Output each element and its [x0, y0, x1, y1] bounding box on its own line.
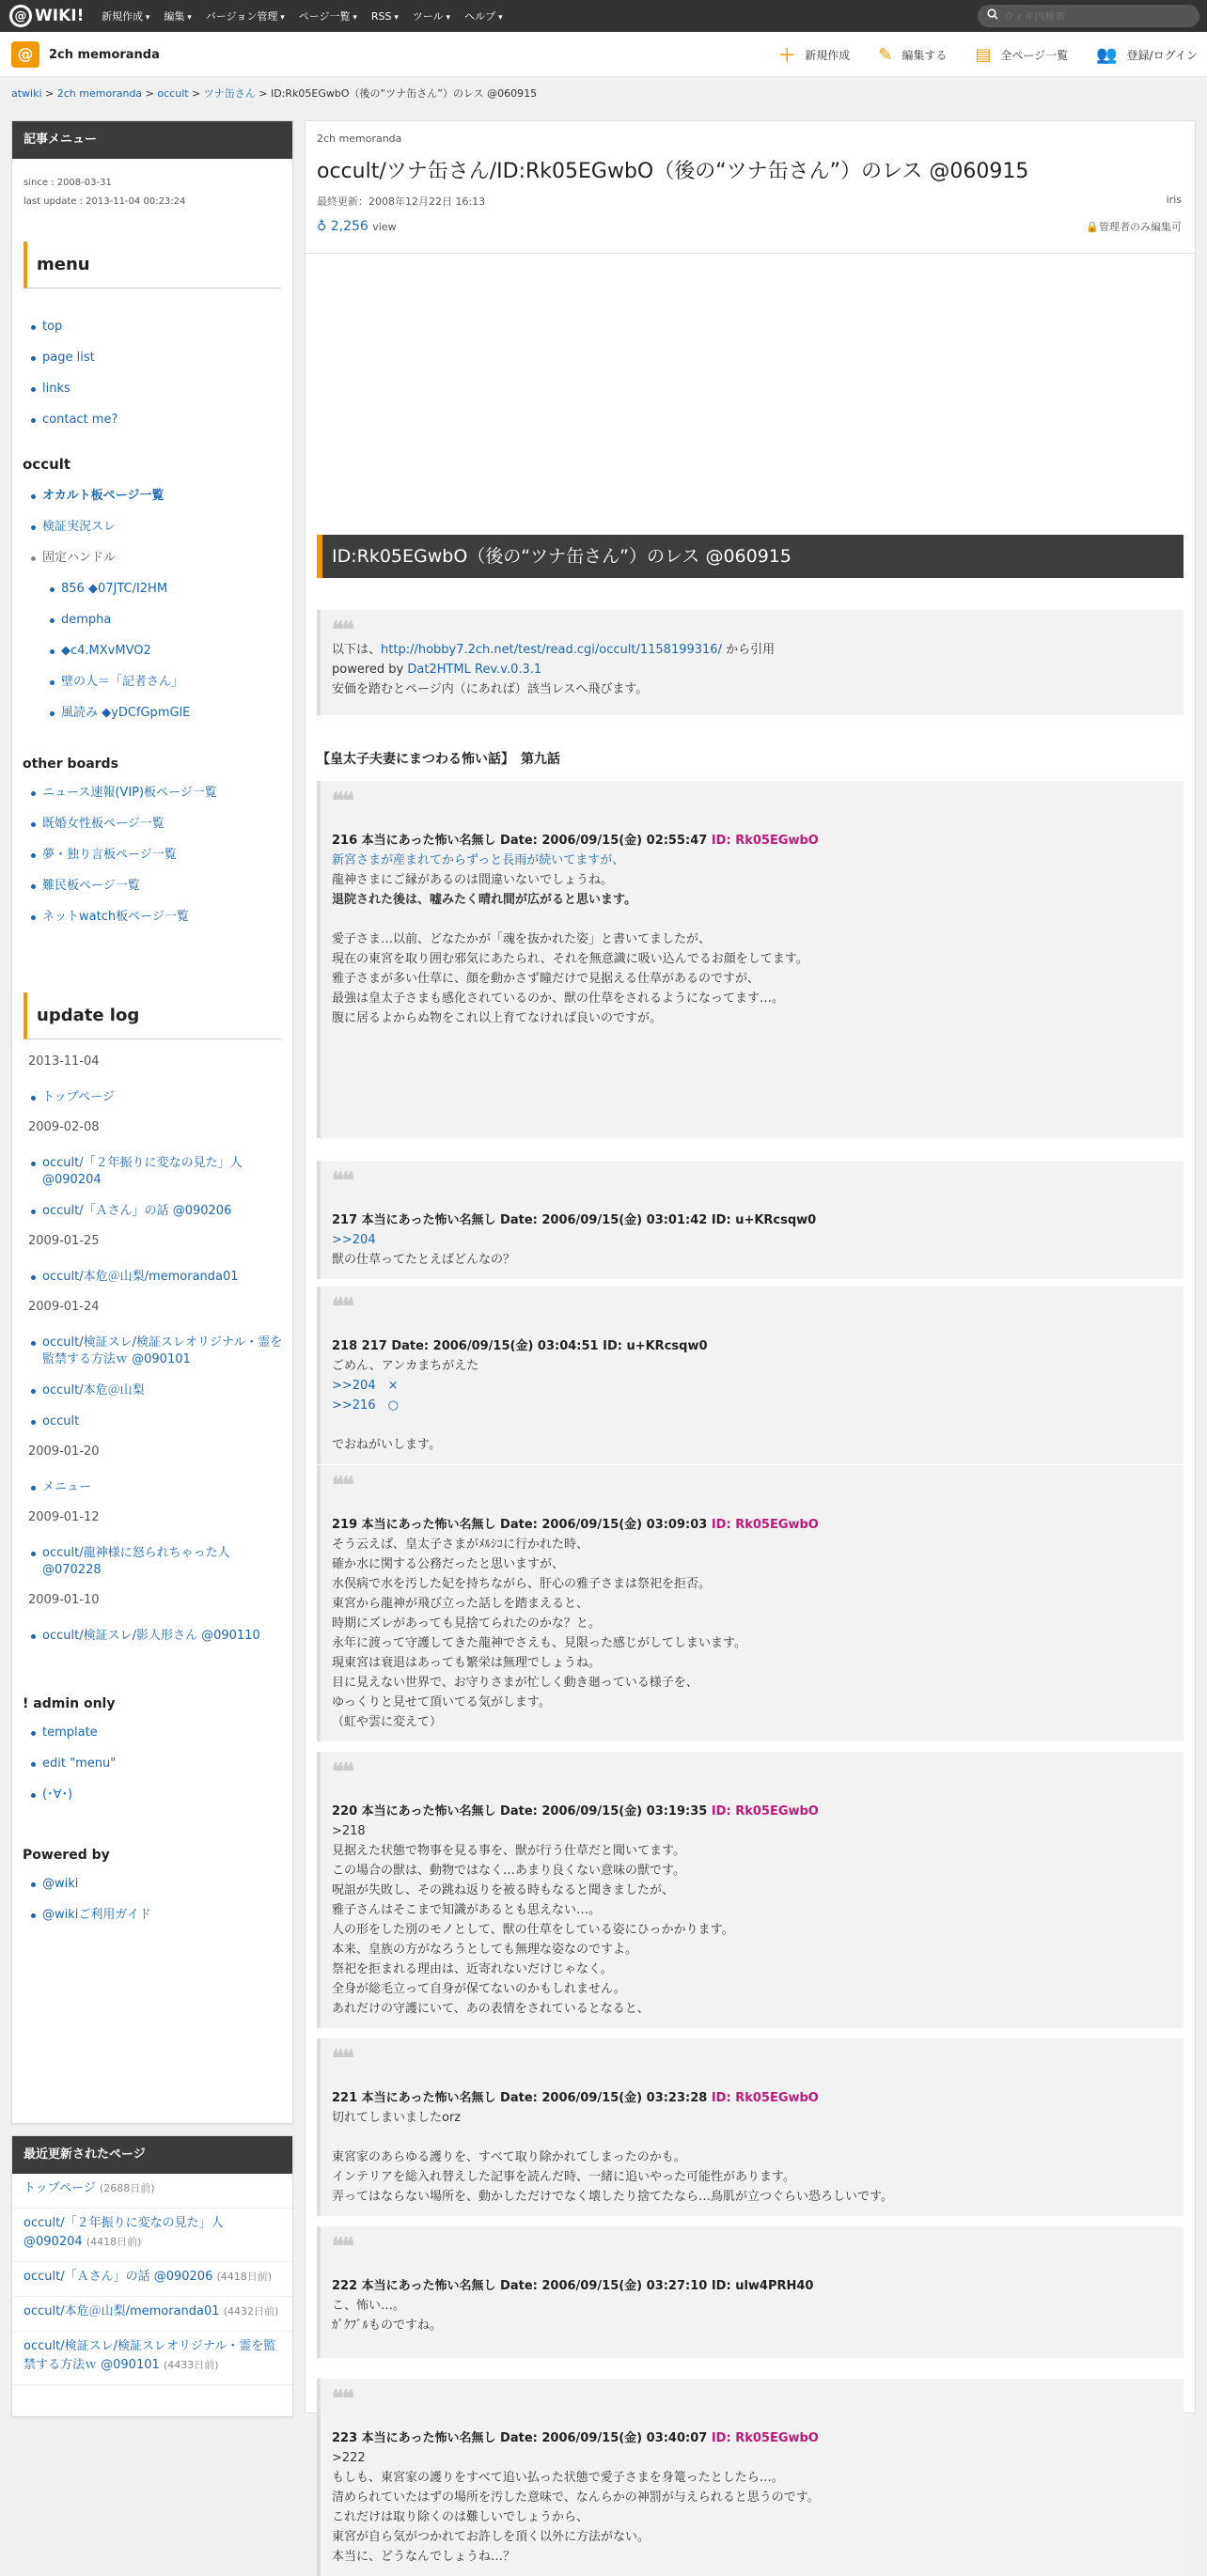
post-line: 永年に渡って守護してきた龍神でさえも、見限った感じがしてしまいます。 — [332, 1636, 746, 1650]
recent-link[interactable]: トップページ — [24, 2181, 96, 2195]
blank-line — [332, 1415, 1174, 1435]
log-link[interactable]: occult/本危＠山梨 — [42, 1383, 145, 1397]
admin-edit-menu-link[interactable]: edit "menu" — [42, 1756, 117, 1771]
log-list — [12, 1269, 292, 1286]
recent-ago: (2688日前) — [99, 2182, 155, 2194]
other-board-link[interactable]: 難民板ページ一覧 — [42, 879, 140, 893]
site-name: 2ch memoranda — [49, 47, 160, 62]
powered-item[interactable] — [31, 1876, 292, 1893]
log-list — [12, 1155, 292, 1220]
recent-item[interactable] — [12, 2262, 292, 2297]
log-item[interactable] — [31, 1382, 292, 1399]
log-item[interactable] — [31, 1269, 292, 1286]
log-link[interactable]: occult/検証スレ/検証スレオリジナル・霊を監禁する方法ｗ @090101 — [42, 1335, 283, 1366]
occult-boardlist-link[interactable]: オカルト板ページ一覧 — [42, 489, 165, 503]
menu-item-top[interactable] — [31, 319, 292, 336]
post-meta: 218 217 Date: 2006/09/15(金) 03:04:51 ID: u+KRcsqw0 — [332, 1339, 708, 1353]
log-list — [12, 1089, 292, 1106]
atwiki-link[interactable]: @wiki — [42, 1877, 79, 1891]
intro-text: から引用 — [721, 643, 776, 657]
post — [317, 1465, 1183, 1741]
post-line: ごめん、アンカまちがえた — [332, 1359, 479, 1373]
log-list — [12, 1628, 292, 1645]
handle-link[interactable]: ◆c4.MXvMVO2 — [61, 644, 151, 658]
post-line: >222 — [332, 2451, 366, 2465]
menu-item-top-link[interactable]: top — [42, 320, 63, 334]
log-item[interactable] — [31, 1545, 292, 1579]
post-line: 退院された後は、嘘みたく晴れ間が広がると思います。 — [332, 893, 636, 907]
powered-heading: Powered by — [23, 1848, 110, 1863]
post-line: 最強は皇太子さまも感化されているのか、獣の仕草をされるようになってます…。 — [332, 991, 785, 1006]
menu-list — [12, 319, 292, 429]
recent-ago: (4432日前) — [223, 2305, 279, 2318]
recent-link[interactable]: occult/「２年振りに変なの見た」人 @090204 — [24, 2216, 224, 2249]
post-line: ｶﾞｸﾌﾞﾙものですね。 — [332, 2318, 443, 2333]
post-line: 切れてしまいましたorz — [332, 2111, 462, 2125]
quote-icon: ❝❝ — [332, 787, 353, 814]
post-line: 清められていたはずの場所を汚した意味で、なんらかの神罰が与えられると思うのです。 — [332, 2490, 820, 2505]
handle-link[interactable]: 風読み ◆yDCfGpmGlE — [61, 706, 191, 720]
menu-new[interactable]: 新規作成 ▾ — [102, 8, 149, 23]
post-line: 現在の東宮を取り囲む邪気にあたられ、それを無意識に吸い込んでるお顔をしてます。 — [332, 952, 808, 966]
author-link[interactable]: iris — [1166, 194, 1182, 206]
recent-item[interactable] — [12, 2209, 292, 2262]
post-meta: 221 本当にあった怖い名無し Date: 2006/09/15(金) 03:23:28 — [332, 2091, 712, 2105]
post-line: >218 — [332, 1824, 366, 1838]
edit-permission — [1086, 219, 1182, 234]
menu-item-pagelist[interactable] — [31, 350, 292, 367]
intro-line-3: 安価を踏むとページ内（にあれば）該当レスへ飛びます。 — [332, 682, 649, 696]
powered-item[interactable] — [31, 1907, 292, 1924]
recent-ago: (4433日前) — [163, 2359, 219, 2371]
anchor-link[interactable]: >>216 ○ — [332, 1398, 399, 1413]
log-date: 2009-01-10 — [28, 1593, 100, 1607]
log-link[interactable]: トップページ — [42, 1090, 115, 1104]
post-header — [332, 831, 1174, 851]
post-header — [332, 2276, 1174, 2296]
post-line: 祭祀を拒まれる理由は、近寄れないだけじゃなく。 — [332, 1962, 613, 1976]
site-title[interactable] — [11, 41, 160, 68]
dat2html-link[interactable]: Dat2HTML Rev.v.0.3.1 — [407, 663, 542, 677]
other-board-item[interactable] — [31, 847, 292, 864]
log-date: 2009-01-25 — [28, 1234, 100, 1248]
handle-item[interactable] — [50, 612, 292, 629]
view-unit: view — [372, 221, 397, 233]
new-page-button[interactable] — [778, 42, 850, 67]
top-navigation-bar — [0, 0, 1207, 32]
pencil-icon: ✎ — [878, 44, 893, 65]
other-board-item[interactable] — [31, 878, 292, 895]
section-heading: ID:Rk05EGwbO（後の“ツナ缶さん”）のレス @060915 — [317, 535, 1183, 578]
recent-pages-box — [11, 2135, 293, 2417]
divider — [306, 253, 1195, 254]
log-link[interactable]: メニュー — [42, 1480, 92, 1494]
admin-item[interactable] — [31, 1725, 292, 1741]
article-menu-title: 記事メニュー — [12, 121, 292, 159]
log-link[interactable]: occult/「Ａさん」の話 @090206 — [42, 1204, 232, 1218]
occult-kensho-link[interactable]: 検証実況スレ — [42, 520, 117, 534]
intro-text: 以下は、 — [332, 643, 382, 657]
login-label: 登録/ログイン — [1126, 48, 1198, 62]
post — [317, 781, 1183, 1138]
log-item[interactable] — [31, 1089, 292, 1106]
intro-text: powered by — [332, 663, 408, 677]
post-line: もしも、東宮家の護りをすべて追い払った状態で愛子さまを身篭ったとしたら…。 — [332, 2471, 784, 2485]
menu-item-links[interactable] — [31, 381, 292, 398]
menu-pagelist[interactable]: ページ一覧 ▾ — [299, 8, 357, 23]
source-thread-link[interactable]: http://hobby7.2ch.net/test/read.cgi/occult/1158199316/ — [381, 643, 722, 657]
log-link[interactable]: occult/検証スレ/影人形さん @090110 — [42, 1629, 260, 1643]
view-icon: ♁ — [317, 219, 327, 234]
atwiki-guide-link[interactable]: @wikiご利用ガイド — [42, 1908, 151, 1922]
log-link[interactable]: occult — [42, 1414, 80, 1429]
other-boards-heading: other boards — [23, 757, 118, 772]
log-link[interactable]: occult/「２年振りに変なの見た」人 @090204 — [42, 1156, 243, 1187]
view-count — [317, 219, 397, 234]
site-header — [0, 32, 1207, 77]
recent-item[interactable] — [12, 2332, 292, 2385]
menu-item-pagelist-link[interactable]: page list — [42, 351, 95, 365]
quote-icon: ❝❝ — [332, 2384, 353, 2412]
update-log — [12, 1054, 292, 1645]
recent-link[interactable]: occult/検証スレ/検証スレオリジナル・霊を監禁する方法ｗ @090101 — [24, 2339, 276, 2372]
post-line: これだけは取り除くのは難しいでしょうから、 — [332, 2510, 589, 2524]
post-meta: 219 本当にあった怖い名無し Date: 2006/09/15(金) 03:09:03 — [332, 1518, 712, 1532]
log-date: 2009-02-08 — [28, 1120, 100, 1134]
document-icon: ▤ — [975, 44, 992, 65]
post-line: あれだけの守護にいて、あの表情をされているとなると、 — [332, 2002, 650, 2016]
intro-line-2 — [332, 660, 1174, 679]
log-item[interactable] — [31, 1335, 292, 1368]
admin-face-link[interactable]: (･∀･) — [42, 1788, 73, 1802]
breadcrumb-atwiki[interactable]: atwiki — [11, 87, 42, 100]
atwiki-logo[interactable] — [9, 5, 84, 27]
occult-item-kensho[interactable] — [31, 519, 292, 536]
site-icon: @ — [11, 41, 39, 68]
recent-pages-title: 最近更新されたページ — [12, 2136, 292, 2174]
intro-line-1 — [332, 640, 1174, 660]
new-page-label: 新規作成 — [805, 48, 851, 62]
other-board-item[interactable] — [31, 816, 292, 833]
handle-link[interactable]: dempha — [61, 613, 112, 627]
quote-icon: ❝❝ — [332, 1471, 353, 1498]
recent-item[interactable] — [12, 2297, 292, 2332]
post-line: 水俣病で水を汚した妃を持ちながら、肝心の雅子さまは祭祀を拒否。 — [332, 1577, 712, 1591]
wiki-search — [978, 5, 1199, 27]
handle-link[interactable]: 壁の人＝「記者さん」 — [61, 675, 184, 689]
log-list — [12, 1335, 292, 1430]
post-line: 目に見えない世界で、お守りさまが忙しく動き廻っている様子を、 — [332, 1676, 698, 1690]
sidebar — [11, 120, 293, 2413]
post — [317, 2226, 1183, 2358]
post-line: 呪詛が失敗し、その跳ね返りを被る時もなると聞きましたが、 — [332, 1883, 675, 1897]
poster-id[interactable]: ID: Rk05EGwbO — [711, 2091, 819, 2105]
other-board-item[interactable] — [31, 785, 292, 802]
post-meta: 217 本当にあった怖い名無し Date: 2006/09/15(金) 03:01:42 ID: u+KRcsqw0 — [332, 1213, 817, 1227]
log-date: 2009-01-12 — [28, 1510, 100, 1524]
post-line: 全身が総毛立って自身が保てないのかもしれません。 — [332, 1982, 626, 1996]
log-list — [12, 1545, 292, 1579]
edit-button[interactable] — [878, 45, 947, 65]
post-line: こ、怖い…。 — [332, 2299, 406, 2313]
post-header — [332, 1336, 1174, 1356]
quote-icon: ❝❝ — [332, 1757, 353, 1785]
powered-list — [12, 1876, 292, 1924]
handle-link[interactable]: 856 ◆07JTC/I2HM — [61, 582, 168, 596]
blank-line — [332, 910, 1174, 929]
story-title: 【皇太子夫妻にまつわる怖い話】 第九話 — [317, 752, 560, 767]
poster-id[interactable]: ID: Rk05EGwbO — [711, 2431, 819, 2445]
quote-icon: ❝❝ — [332, 2232, 353, 2259]
menu-tools[interactable]: ツール ▾ — [413, 8, 450, 23]
quote-icon: ❝❝ — [332, 1292, 353, 1319]
post-line: 獣の仕草ってたとえばどんなの？ — [332, 1253, 516, 1267]
post-line: 見据えた状態で物事を見る事を、獣が行う仕草だと聞いてます。 — [332, 1844, 685, 1858]
anchor-link[interactable]: >>204 × — [332, 1379, 399, 1393]
post — [317, 1752, 1183, 2028]
post-line: 雅子さんはそこまで知識があるとも思えない…。 — [332, 1903, 602, 1917]
post — [317, 1161, 1183, 1279]
intro-quote — [317, 610, 1183, 715]
menu-help[interactable]: ヘルプ ▾ — [464, 8, 502, 23]
quote-icon: ❝❝ — [332, 1166, 353, 1194]
post — [317, 1287, 1183, 1464]
recent-link[interactable]: occult/「Ａさん」の話 @090206 — [24, 2270, 213, 2284]
other-board-link[interactable]: ニュース速報(VIP)板ページ一覧 — [42, 786, 217, 800]
search-input[interactable] — [1004, 10, 1183, 23]
breadcrumb-site[interactable]: 2ch memoranda — [56, 87, 143, 100]
post-line: （虹や雲に変えて） — [332, 1715, 443, 1729]
handle-item[interactable] — [50, 581, 292, 598]
anchor-link[interactable]: 新宮さまが産まれてからずっと長雨が続いてますが、 — [332, 853, 625, 867]
post-header — [332, 2428, 1174, 2448]
view-count-value: 2,256 — [330, 219, 368, 234]
breadcrumb-current: ID:Rk05EGwbO（後の“ツナ缶さん”）のレス @060915 — [271, 87, 538, 100]
fixed-handle-item: 固定ハンドル — [31, 550, 292, 567]
log-date: 2013-11-04 — [28, 1054, 100, 1069]
post — [317, 2038, 1183, 2216]
logo-text: WIKI! — [35, 7, 85, 25]
other-board-link[interactable]: ネットwatch板ページ一覧 — [42, 910, 189, 924]
post-meta: 222 本当にあった怖い名無し Date: 2006/09/15(金) 03:27:10 ID: ulw4PRH40 — [332, 2279, 814, 2293]
menu-item-links-link[interactable]: links — [42, 382, 71, 396]
menu-heading: menu — [24, 242, 281, 289]
post-line: ゆっくりと見せて頂いてる気がします。 — [332, 1695, 551, 1710]
update-log-heading: update log — [24, 992, 281, 1039]
menu-item-contact-link[interactable]: contact me? — [42, 413, 118, 427]
log-list — [12, 1479, 292, 1496]
post-line: 東宮家のあらゆる護りを、すべて取り除かれてしまったのかも。 — [332, 2150, 686, 2164]
handle-item[interactable] — [50, 643, 292, 660]
log-date: 2009-01-24 — [28, 1300, 100, 1314]
post-meta: 216 本当にあった怖い名無し Date: 2006/09/15(金) 02:55:47 — [332, 834, 712, 848]
post-line: この場合の獣は、動物ではなく…あまり良くない意味の獣です。 — [332, 1864, 685, 1878]
post-line: 愛子さま…以前、どなたかが「魂を抜かれた姿」と書いてましたが、 — [332, 932, 712, 946]
quote-icon: ❝❝ — [332, 616, 353, 643]
admin-heading: ! admin only — [23, 1696, 116, 1711]
at-icon: @ — [9, 5, 32, 27]
post-header — [332, 1210, 1174, 1230]
post-line: 時期にズレがあっても見捨てられたのかな？と。 — [332, 1616, 601, 1631]
site-meta — [12, 159, 292, 211]
search-icon — [987, 8, 998, 23]
post-line: 雅子さまが多い仕草に、顔を動かさず瞳だけで見据える仕草があるのですが、 — [332, 972, 760, 986]
anchor-link[interactable]: >>204 — [332, 1233, 376, 1247]
post-line: 本来、皇族の方がなろうとしても無理な姿なのですよ。 — [332, 1943, 638, 1957]
recent-link[interactable]: occult/本危＠山梨/memoranda01 — [24, 2304, 220, 2318]
post-line: でおねがいします。 — [332, 1438, 441, 1452]
since-date: since : 2008-03-31 — [24, 178, 112, 188]
post-meta: 223 本当にあった怖い名無し Date: 2006/09/15(金) 03:40:07 — [332, 2431, 712, 2445]
admin-item[interactable] — [31, 1787, 292, 1803]
breadcrumb-tunakan[interactable]: ツナ缶さん — [203, 87, 256, 100]
recent-item[interactable] — [12, 2174, 292, 2209]
log-link[interactable]: occult/龍神様に怒られちゃった人 @070228 — [42, 1546, 230, 1577]
post-line: 確か水に関する公務だったと思いますが、 — [332, 1557, 565, 1571]
all-pages-label: 全ページ一覧 — [1000, 48, 1069, 62]
admin-item[interactable] — [31, 1756, 292, 1772]
edit-label: 編集する — [901, 48, 948, 62]
users-icon: 👥 — [1096, 44, 1118, 65]
post-line: インテリアを総入れ替えした記事を読んだ時、一緒に追いやった可能性があります。 — [332, 2170, 795, 2184]
log-date: 2009-01-20 — [28, 1444, 100, 1459]
log-item[interactable] — [31, 1479, 292, 1496]
handle-item[interactable] — [50, 705, 292, 722]
recent-ago: (4418日前) — [216, 2271, 273, 2283]
poster-id[interactable]: ID: Rk05EGwbO — [711, 1804, 819, 1819]
post-header — [332, 1802, 1174, 1821]
post-line: 龍神さまにご縁があるのは間違いないでしょうね。 — [332, 873, 614, 887]
header-actions — [778, 32, 1198, 77]
article-menu-box — [11, 120, 293, 2124]
log-item[interactable] — [31, 1628, 292, 1645]
log-item[interactable] — [31, 1155, 292, 1189]
breadcrumb-occult[interactable]: occult — [157, 87, 189, 100]
last-update: last update : 2013-11-04 00:23:24 — [24, 196, 186, 207]
post-line: 本当に、どうなんでしょうね…？ — [332, 2550, 516, 2564]
log-link[interactable]: occult/本危＠山梨/memoranda01 — [42, 1270, 239, 1284]
post — [317, 2379, 1183, 2576]
post-header — [332, 2088, 1174, 2108]
blank-line — [332, 2128, 1174, 2147]
post-line: 東宮から龍神が飛び立った話しを踏まえると、 — [332, 1597, 589, 1611]
all-pages-button[interactable] — [975, 45, 1068, 65]
log-item[interactable] — [31, 1203, 292, 1220]
handle-item[interactable] — [50, 674, 292, 691]
admin-list — [12, 1725, 292, 1803]
menu-item-contact[interactable] — [31, 412, 292, 429]
post-line: 腹に居るよからぬ物をこれ以上育てなければ良いのですが。 — [332, 1011, 663, 1025]
post-line: 弄ってはならない場所を、動かしただけでなく壊したり捨てたなら…鳥肌が立つぐらい恐ろしいです。 — [332, 2190, 893, 2204]
menu-rss[interactable]: RSS ▾ — [371, 10, 399, 23]
lock-icon: 🔒 — [1086, 221, 1099, 233]
occult-heading: occult — [23, 456, 71, 473]
admin-template-link[interactable]: template — [42, 1725, 98, 1740]
post-line: 東宮が自ら気がつかれてお許しを頂く以外に方法がない。 — [332, 2530, 651, 2544]
post-line: そう云えば、皇太子さまがﾒﾙｼｺに行かれた時、 — [332, 1538, 589, 1552]
quote-icon: ❝❝ — [332, 2044, 353, 2071]
menu-edit[interactable]: 編集 ▾ — [164, 8, 191, 23]
last-updated: 最終更新：2008年12月22日 16:13 — [317, 195, 486, 208]
post-meta: 220 本当にあった怖い名無し Date: 2006/09/15(金) 03:19:35 — [332, 1804, 712, 1819]
poster-id[interactable]: ID: Rk05EGwbO — [711, 834, 819, 848]
other-board-link[interactable]: 夢・独り言板ページ一覧 — [42, 848, 177, 862]
breadcrumb: atwiki > 2ch memoranda > occult > ツナ缶さん > ID:Rk05EGwbO（後の“ツナ缶さん”）のレス @060915 — [11, 87, 538, 100]
page-title: occult/ツナ缶さん/ID:Rk05EGwbO（後の“ツナ缶さん”）のレス @060915 — [317, 160, 1029, 183]
occult-item-boardlist[interactable] — [31, 488, 292, 505]
post-line: 現東宮は衰退はあっても繁栄は無理でしょうね。 — [332, 1656, 601, 1670]
post-header — [332, 1515, 1174, 1535]
other-boards-list — [12, 785, 292, 926]
other-board-item[interactable] — [31, 909, 292, 926]
main-site-label: 2ch memoranda — [317, 133, 402, 145]
login-button[interactable] — [1096, 45, 1198, 65]
poster-id[interactable]: ID: Rk05EGwbO — [711, 1518, 819, 1532]
main-content — [305, 120, 1196, 2564]
log-item[interactable] — [31, 1413, 292, 1430]
recent-ago: (4418日前) — [86, 2236, 142, 2248]
other-board-link[interactable]: 既婚女性板ページ一覧 — [42, 817, 165, 831]
permission-text: 管理者のみ編集可 — [1099, 221, 1182, 233]
global-menu — [102, 0, 502, 32]
post-line: 人の形をした別のモノとして、獣の仕草をしている姿にひっかかります。 — [332, 1923, 734, 1937]
menu-version[interactable]: バージョン管理 ▾ — [206, 8, 285, 23]
occult-list — [12, 488, 292, 722]
plus-icon: ＋ — [778, 46, 796, 66]
